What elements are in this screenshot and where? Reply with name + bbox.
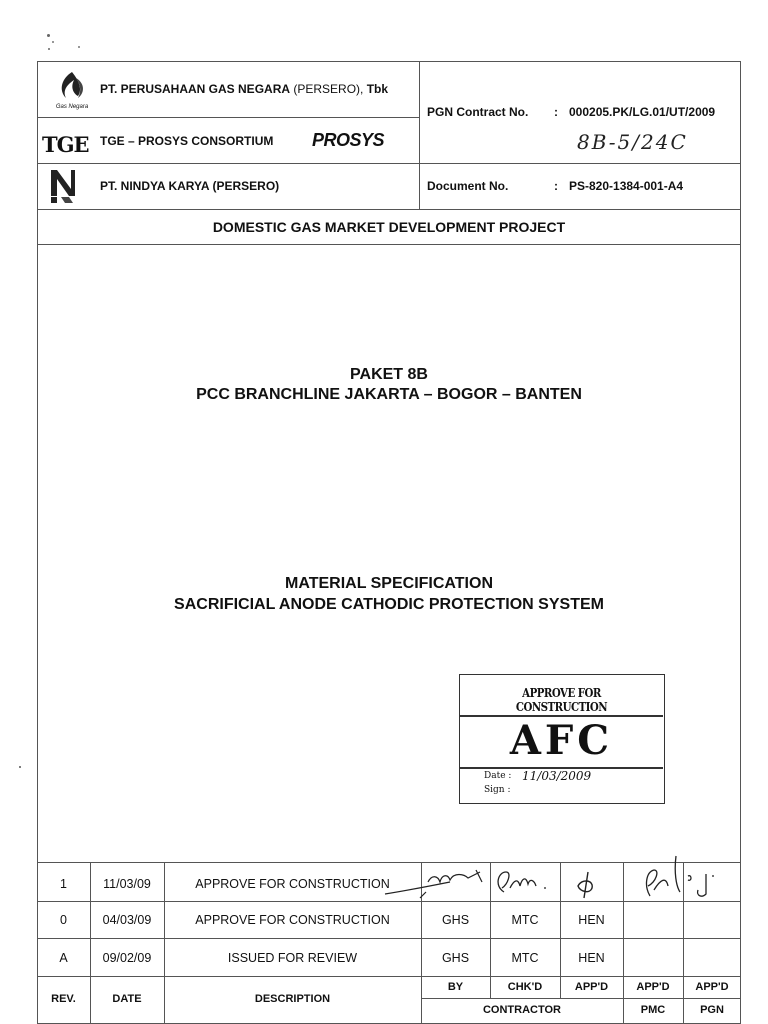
stamp-header: APPROVE FOR CONSTRUCTION [515,686,608,714]
spec-title-line2: SACRIFICIAL ANODE CATHODIC PROTECTION SYSTEM [174,596,604,613]
contract-colon: : [554,105,558,119]
nindya-company-name: PT. NINDYA KARYA (PERSERO) [100,179,280,193]
rev-col-line [560,862,561,998]
rev-col-line [623,862,624,1024]
stamp-code: AFC [509,717,614,764]
col-header-chkd: CHK'D [507,981,543,993]
header-divider-3 [37,209,741,210]
rev-a-description: ISSUED FOR REVIEW [227,951,358,965]
rev-1-description: APPROVE FOR CONSTRUCTION [195,877,390,891]
rev-a-by: GHS [441,951,470,965]
scan-speck [48,48,50,50]
col-header-description: DESCRIPTION [254,993,331,1005]
stamp-sign-label: Sign : [484,785,511,795]
rev-0-rev: 0 [60,913,67,927]
col-header-rev: REV. [51,993,76,1005]
spec-title-line1: MATERIAL SPECIFICATION [285,575,493,592]
col-header-pmc-appd: APP'D [636,981,670,993]
project-title: DOMESTIC GAS MARKET DEVELOPMENT PROJECT [212,219,566,235]
consortium-name: TGE – PROSYS CONSORTIUM [100,134,274,148]
col-group-pmc: PMC [640,1004,666,1016]
document-number: PS-820-1384-001-A4 [569,179,684,193]
stamp-date-label: Date : [484,771,512,781]
col-group-contractor: CONTRACTOR [482,1004,561,1016]
rev-0-description: APPROVE FOR CONSTRUCTION [195,913,390,927]
col-header-by: BY [447,981,464,993]
nindya-logo [47,167,83,205]
contract-label: PGN Contract No. [427,105,529,119]
document-label: Document No. [427,179,509,193]
header-divider-left-1 [37,117,419,118]
col-header-pgn-appd: APP'D [695,981,729,993]
rev-a-appd: HEN [578,951,605,965]
branchline-title: PCC BRANCHLINE JAKARTA – BOGOR – BANTEN [196,386,582,403]
handwritten-package-code: 8B-5/24C [577,130,688,154]
scan-speck [78,46,80,48]
rev-0-chkd: MTC [511,913,539,927]
contract-number: 000205.PK/LG.01/UT/2009 [569,105,716,119]
pgn-logo-caption: Gas Negara [55,104,89,110]
col-header-date: DATE [112,993,142,1005]
pgn-logo [48,68,96,112]
package-title: PAKET 8B [350,366,428,383]
afc-stamp [459,674,665,804]
header-divider-2 [37,163,741,164]
signature-chkd [492,866,558,900]
rev-col-line [490,862,491,998]
rev-a-date: 09/02/09 [102,951,152,965]
rev-0-appd: HEN [578,913,605,927]
pgn-company-name: PT. PERUSAHAAN GAS NEGARA (PERSERO), Tbk [100,82,389,96]
tge-logo: TGE [42,132,89,157]
rev-a-rev: A [59,951,68,965]
header-divider-vertical [419,61,420,209]
header-divider-4 [37,244,741,245]
col-header-appd: APP'D [574,981,609,993]
rev-table-sub-line [421,998,741,999]
scan-speck [19,766,21,768]
rev-1-rev: 1 [60,877,67,891]
scan-speck [47,34,50,37]
signature-appd [572,868,608,900]
document-colon: : [554,179,558,193]
scan-speck [52,41,54,43]
rev-0-date: 04/03/09 [102,913,152,927]
prosys-logo: PROSYS [312,130,385,150]
col-group-pgn: PGN [700,1004,724,1016]
rev-0-by: GHS [441,913,470,927]
rev-1-date: 11/03/09 [103,877,151,891]
signature-pmc [636,852,736,904]
rev-table-row-line [37,938,741,939]
signature-by [380,864,490,904]
rev-a-chkd: MTC [511,951,539,965]
rev-table-row-line [37,976,741,977]
stamp-date-value: 11/03/2009 [522,769,592,783]
